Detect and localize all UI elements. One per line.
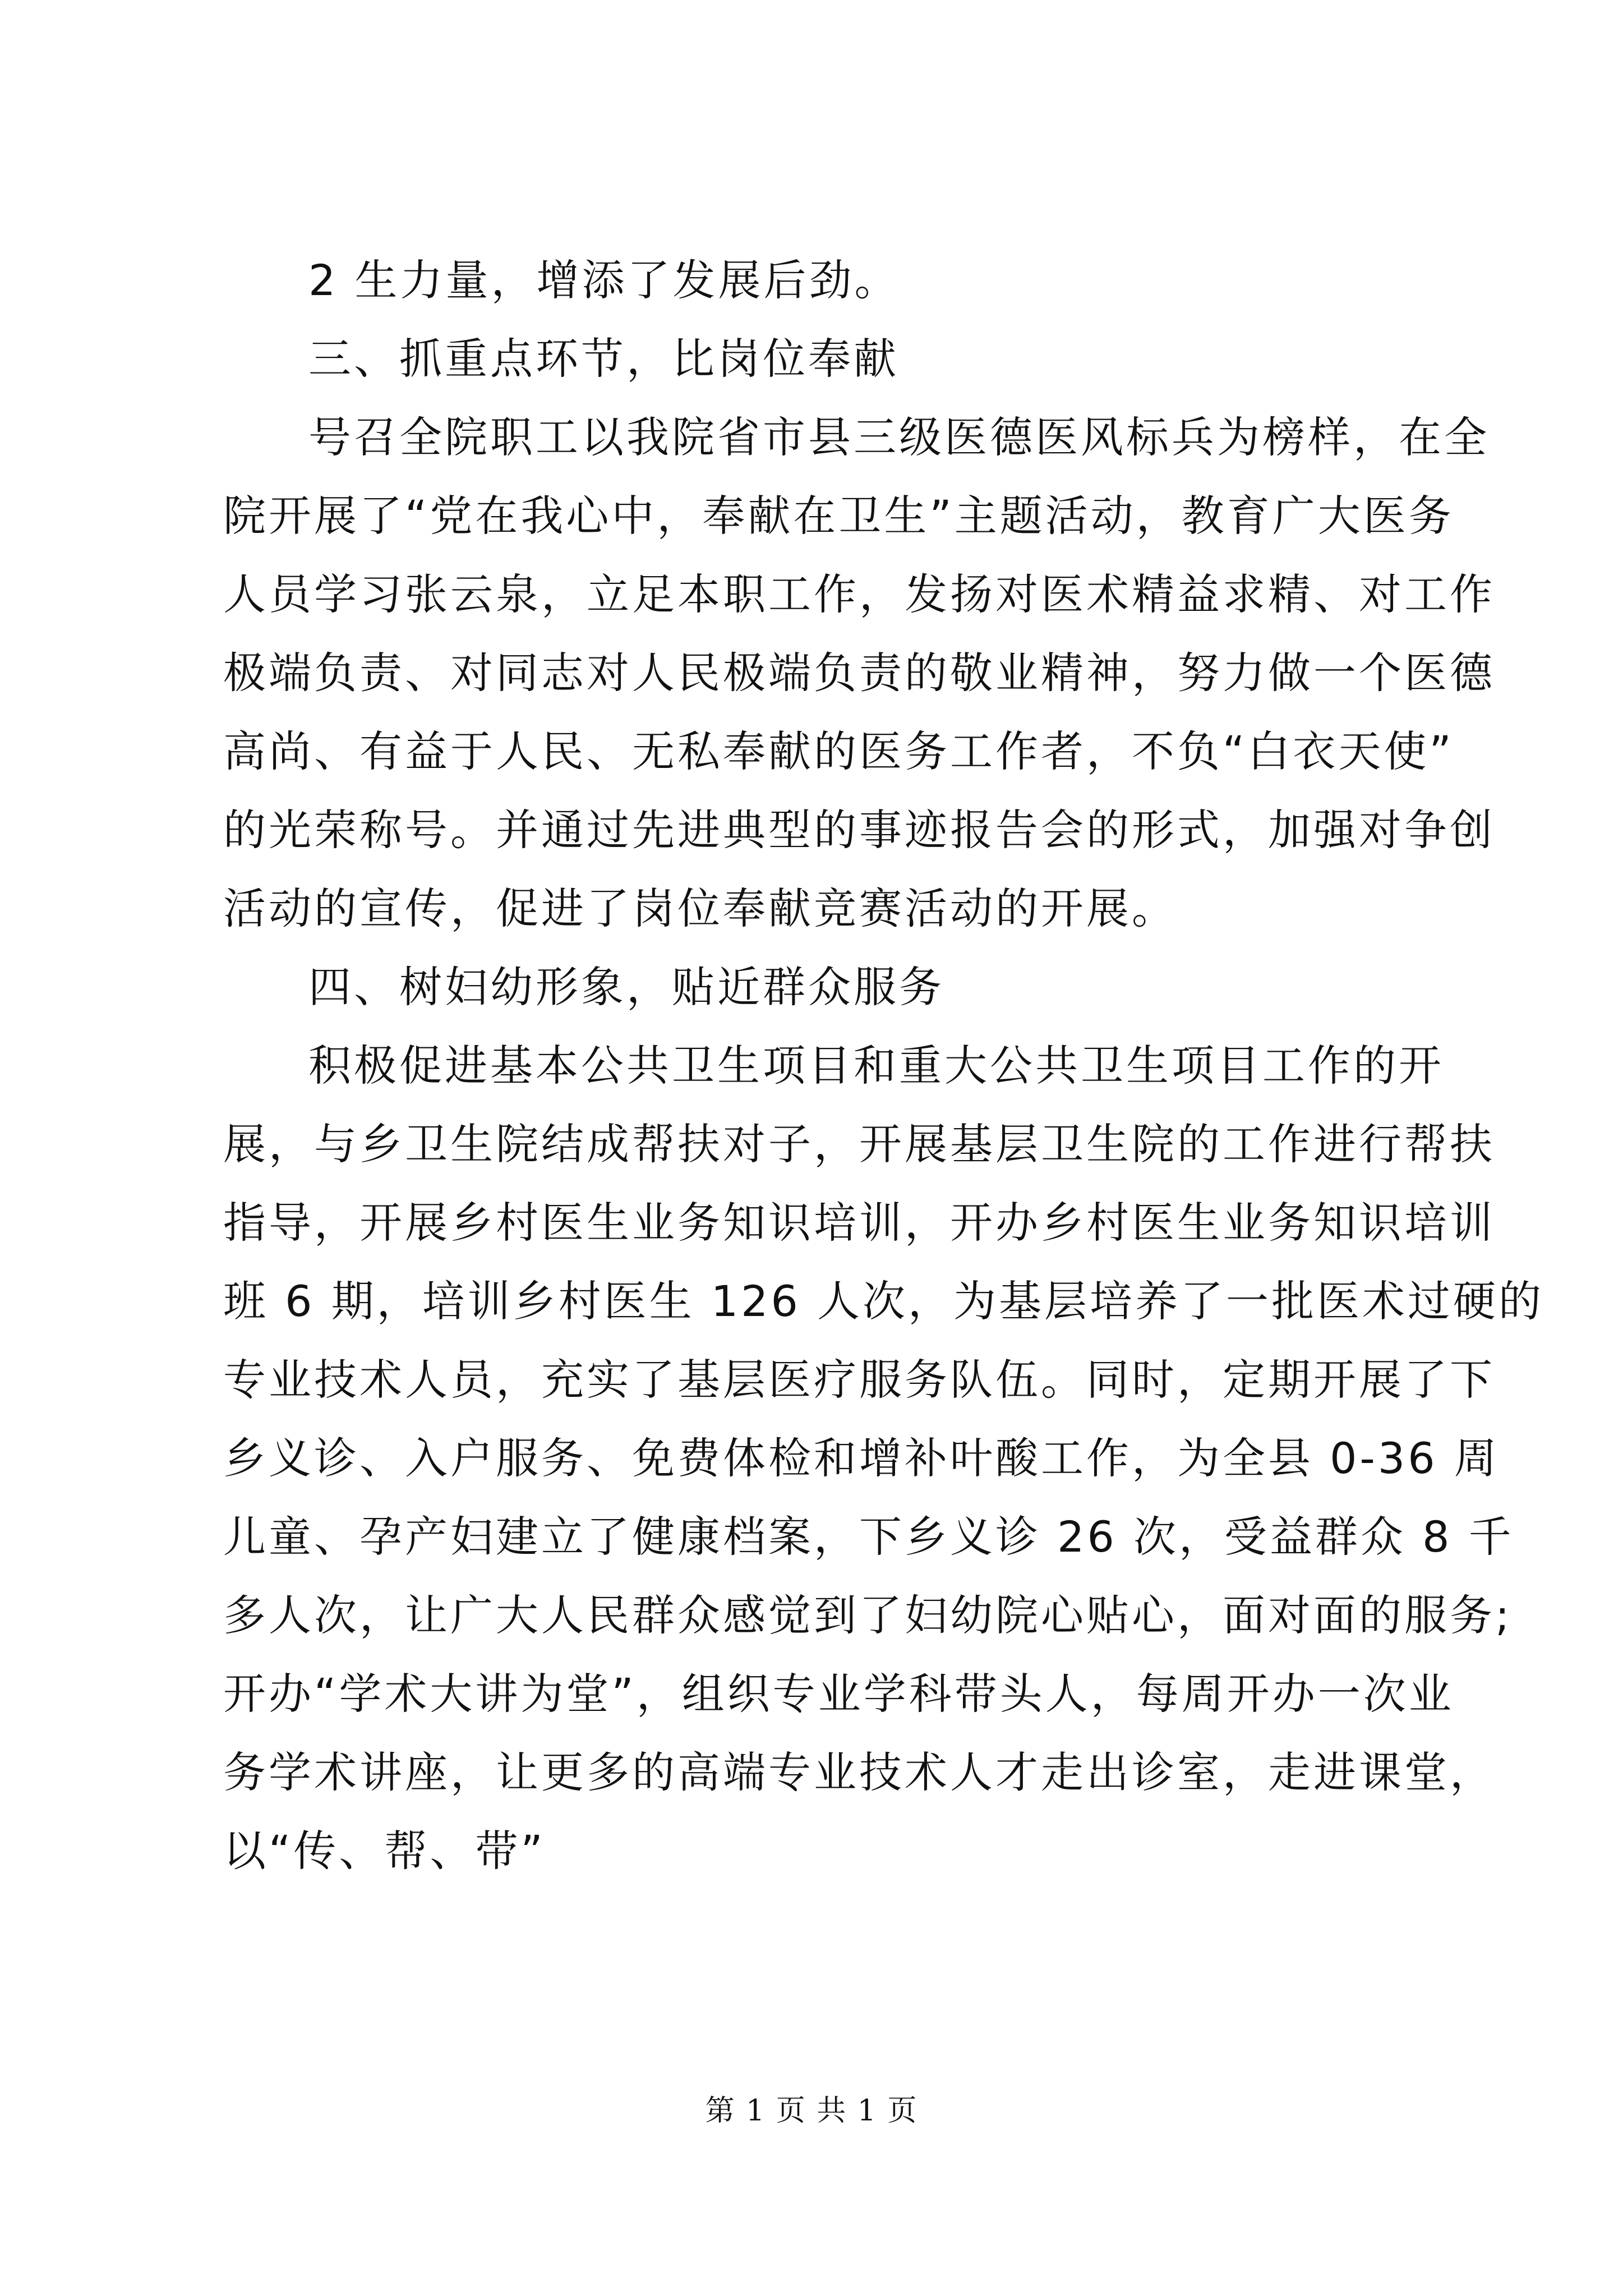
paragraph-line: 开办“学术大讲为堂”，组织专业学科带头人，每周开办一次业 [223,1669,1454,1719]
paragraph-line: 积极促进基本公共卫生项目和重大公共卫生项目工作的开 [308,1041,1444,1091]
paragraph-line: 2 生力量，增添了发展后劲。 [308,255,900,305]
paragraph-line: 的光荣称号。并通过先进典型的事迹报告会的形式，加强对争创 [223,805,1495,855]
paragraph-line: 专业技术人员，充实了基层医疗服务队伍。同时，定期开展了下 [223,1355,1495,1405]
paragraph-line: 院开展了“党在我心中，奉献在卫生”主题活动，教育广大医务 [223,491,1454,541]
paragraph-line: 人员学习张云泉，立足本职工作，发扬对医术精益求精、对工作 [223,569,1495,619]
section-heading: 三、抓重点环节，比岗位奉献 [308,334,899,384]
paragraph-line: 儿童、孕产妇建立了健康档案，下乡义诊 26 次，受益群众 8 千 [223,1512,1514,1562]
paragraph-line: 展，与乡卫生院结成帮扶对子，开展基层卫生院的工作进行帮扶 [223,1119,1495,1169]
paragraph-line: 以“传、帮、带” [223,1826,546,1876]
paragraph-line: 多人次，让广大人民群众感觉到了妇幼院心贴心，面对面的服务; [223,1590,1513,1640]
paragraph-line: 高尚、有益于人民、无私奉献的医务工作者，不负“白衣天使” [223,726,1454,776]
page-number-label: 第 1 页 共 1 页 [705,2094,918,2128]
paragraph-line: 乡义诊、入户服务、免费体检和增补叶酸工作，为全县 0-36 周 [223,1433,1500,1483]
section-heading: 四、树妇幼形象，贴近群众服务 [308,962,944,1012]
paragraph-line: 极端负责、对同志对人民极端负责的敬业精神，努力做一个医德 [223,648,1495,698]
paragraph-line: 班 6 期，培训乡村医生 126 人次，为基层培养了一批医术过硬的 [223,1276,1544,1326]
paragraph-line: 指导，开展乡村医生业务知识培训，开办乡村医生业务知识培训 [223,1198,1495,1248]
paragraph-line: 号召全院职工以我院省市县三级医德医风标兵为榜样，在全 [308,412,1490,462]
paragraph-line: 活动的宣传，促进了岗位奉献竞赛活动的开展。 [223,884,1177,933]
page-footer [0,2091,1623,2131]
paragraph-line: 务学术讲座，让更多的高端专业技术人才走出诊室，走进课堂， [223,1747,1495,1797]
